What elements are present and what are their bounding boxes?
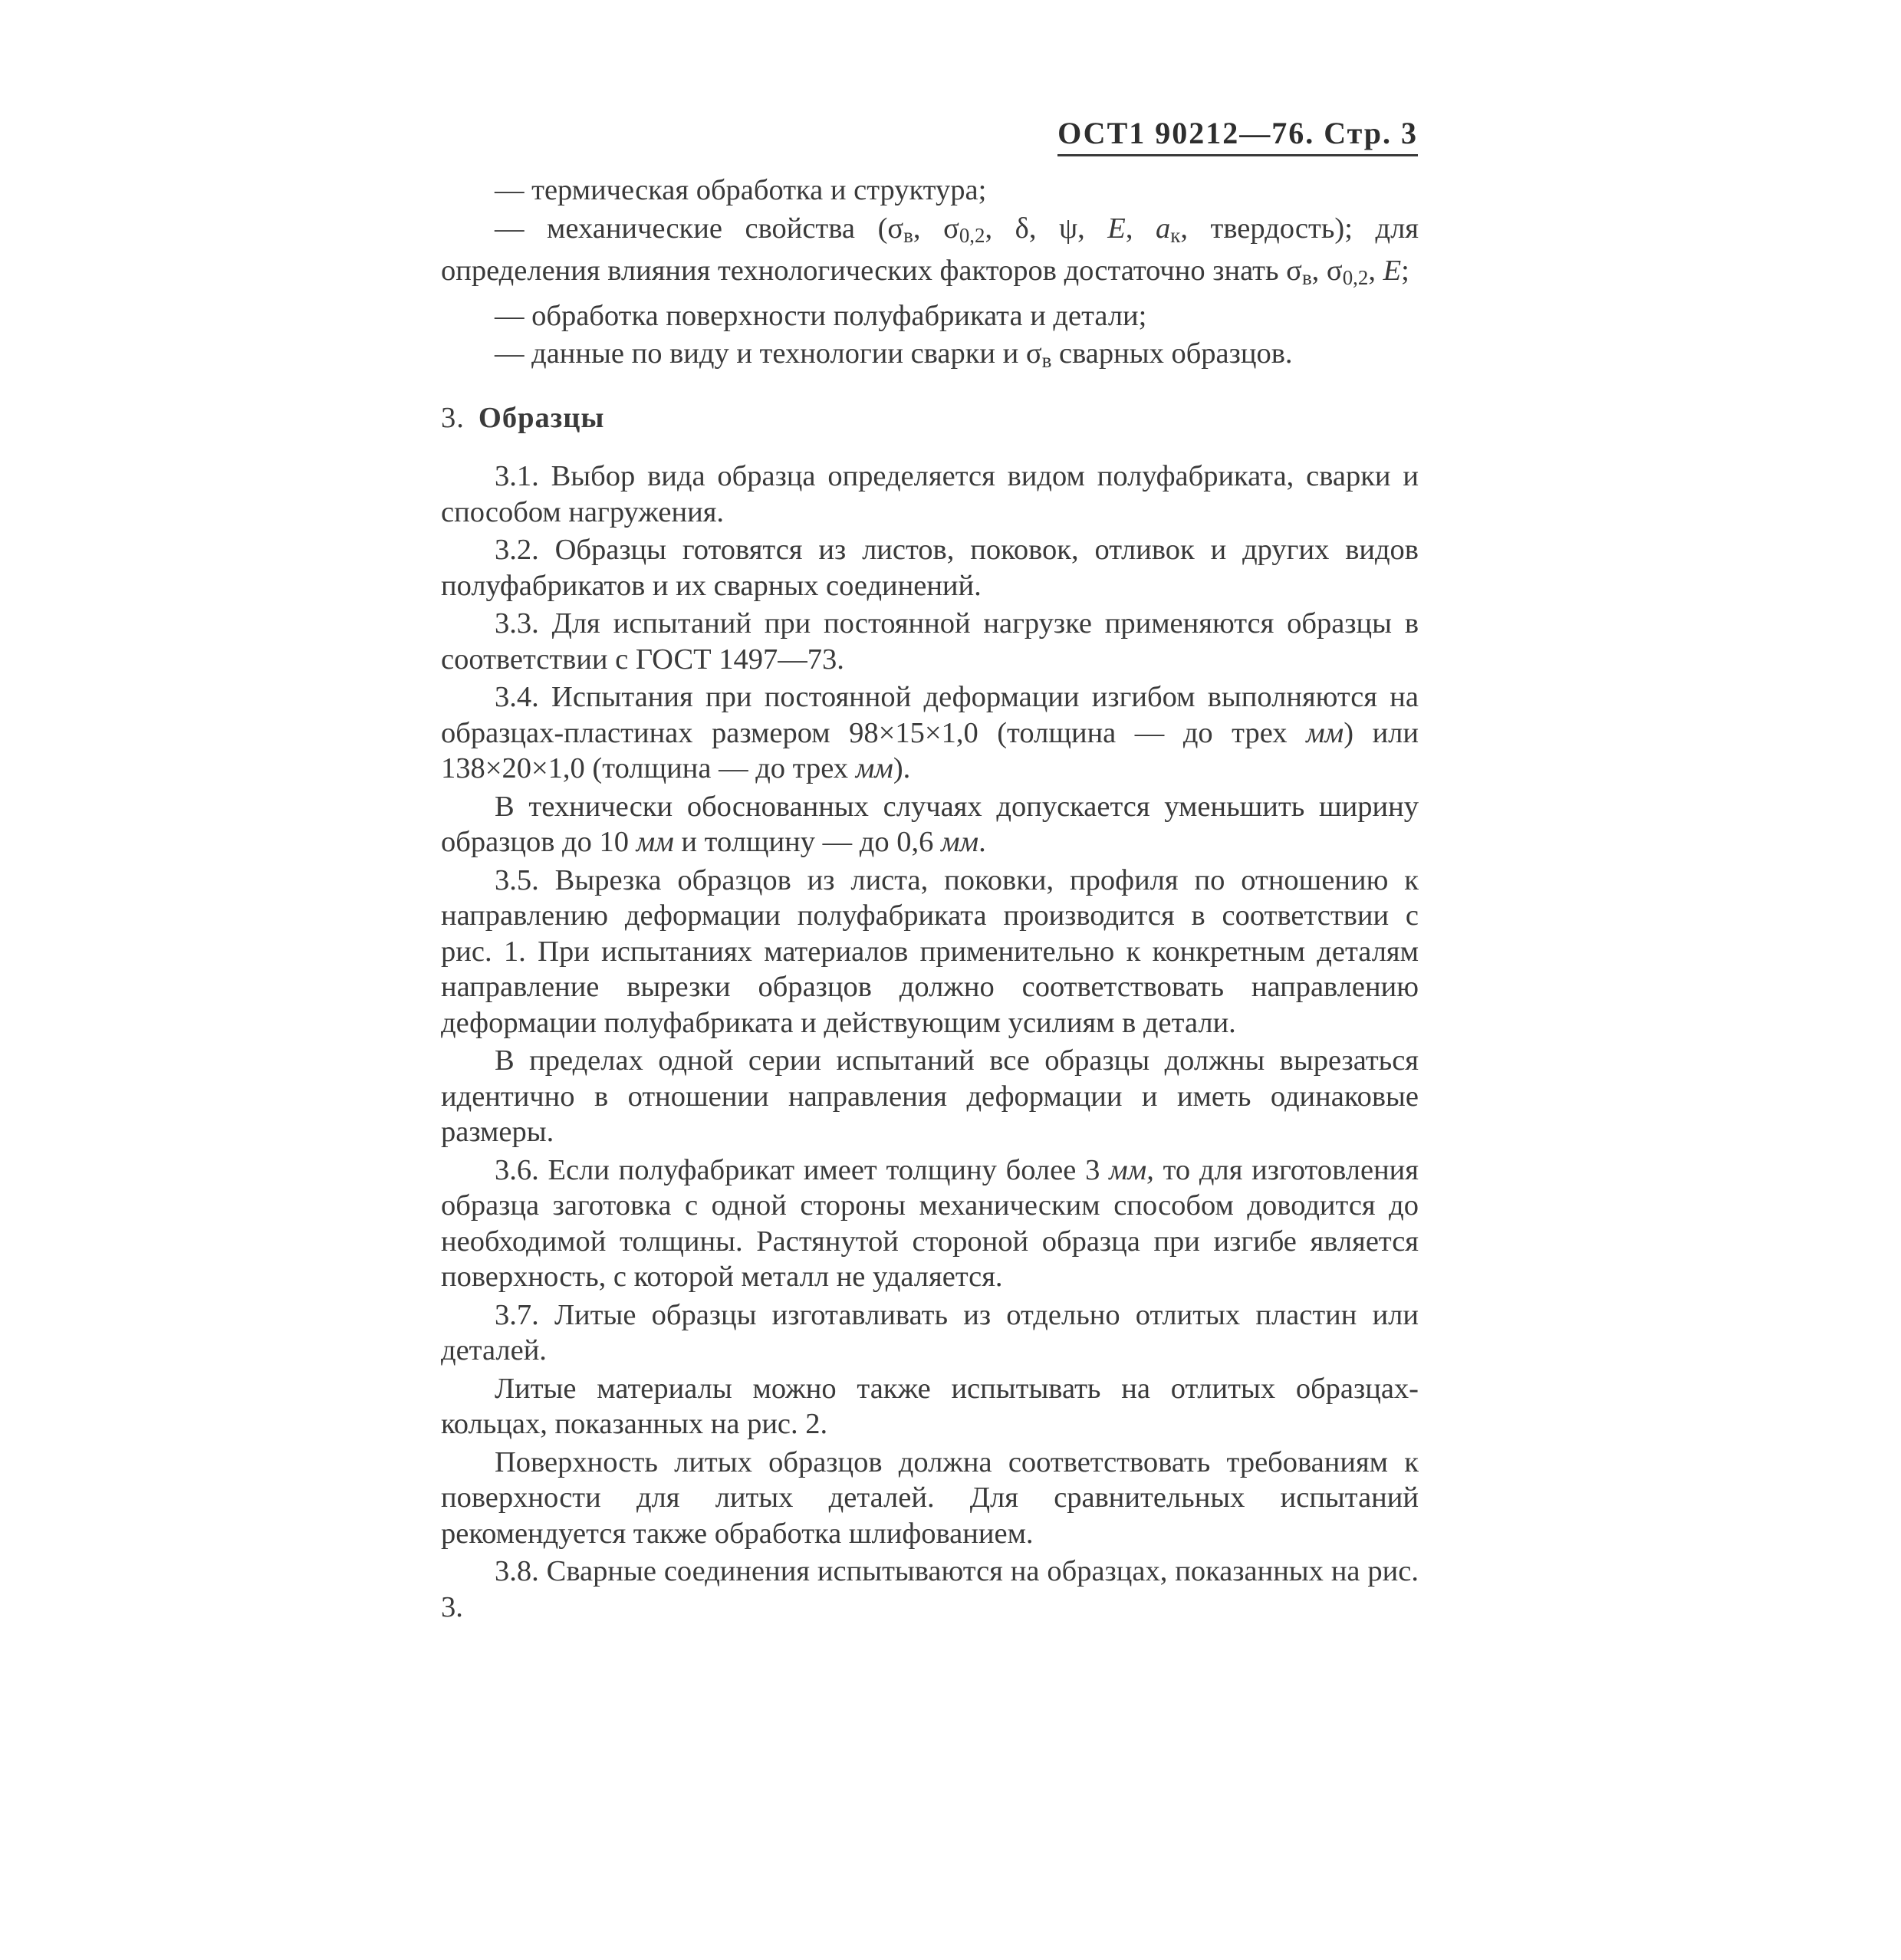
- section-title: 3. Образцы: [441, 401, 605, 434]
- page-header: ОСТ1 90212—76. Стр. 3: [1057, 115, 1418, 156]
- list-item-heat-treatment: — термическая обработка и структура;: [495, 174, 987, 206]
- paragraph-3-2: 3.2. Образцы готовятся из листов, поковок, отливок и других видов полуфабрикатов и их сварных соединений.: [441, 534, 1419, 602]
- paragraph-3-7: 3.7. Литые образцы изготавливать из отдельно отлитых пластин или деталей.: [441, 1298, 1419, 1366]
- paragraph-3-7-rings: Литые материалы можно также испытывать на отлитых образцах-кольцах, показанных на рис. 2.: [441, 1372, 1419, 1440]
- paragraph-3-5: 3.5. Вырезка образцов из листа, поковки, профиля по отношению к направлению деформации полуфабриката производится в соответствии с рис. 1. При испытаниях материалов применительно к конкретным деталям направление вырезки образцов должно соответствовать направлению деформации полуфабриката и действующим усилиям в детали.: [441, 863, 1419, 1039]
- paragraph-3-4: 3.4. Испытания при постоянной деформации изгибом выполняются на образцах-пластинах размером 98×15×1,0 (толщина — до трех мм) или 138×20×1,0 (толщина — до трех мм).: [441, 681, 1419, 784]
- paragraph-3-1: 3.1. Выбор вида образца определяется видом полуфабриката, сварки и способом нагружения.: [441, 460, 1419, 528]
- list-item-surface-treatment: — обработка поверхности полуфабриката и детали;: [495, 299, 1147, 332]
- paragraph-3-3: 3.3. Для испытаний при постоянной нагрузке применяются образцы в соответствии с ГОСТ 1497—73.: [441, 607, 1419, 676]
- paragraph-3-7-surface: Поверхность литых образцов должна соответствовать требованиям к поверхности для литых деталей. Для сравнительных испытаний рекомендуется также обработка шлифованием.: [441, 1445, 1419, 1550]
- paragraph-3-4-note: В технически обоснованных случаях допускается уменьшить ширину образцов до 10 мм и толщину — до 0,6 мм.: [441, 790, 1419, 858]
- document-body: [441, 173, 1419, 1627]
- list-item-welding-data: — данные по виду и технологии сварки и $\sigma_в$ сварных образцов.: [495, 337, 1293, 372]
- paragraph-3-6: 3.6. Если полуфабрикат имеет толщину более 3 мм, то для изготовления образца заготовка с одной стороны механическим способом доводится до необходимой толщины. Растянутой стороной образца при изгибе является поверхность, с которой металл не удаляется.: [441, 1153, 1419, 1293]
- list-item-mechanical-properties: — механические свойства ($\sigma_в$, $\sigma_{0,2}$, δ, ψ, E, $a_к$, твердость); для определения влияния технологических факторов достаточно знать $\sigma_в$, $\sigma_{0,2}$, E;: [441, 212, 1419, 289]
- paragraph-3-5-note: В пределах одной серии испытаний все образцы должны вырезаться идентично в отношении направления деформации и иметь одинаковые размеры.: [441, 1044, 1419, 1148]
- paragraph-3-8: 3.8. Сварные соединения испытываются на образцах, показанных на рис. 3.: [441, 1555, 1419, 1623]
